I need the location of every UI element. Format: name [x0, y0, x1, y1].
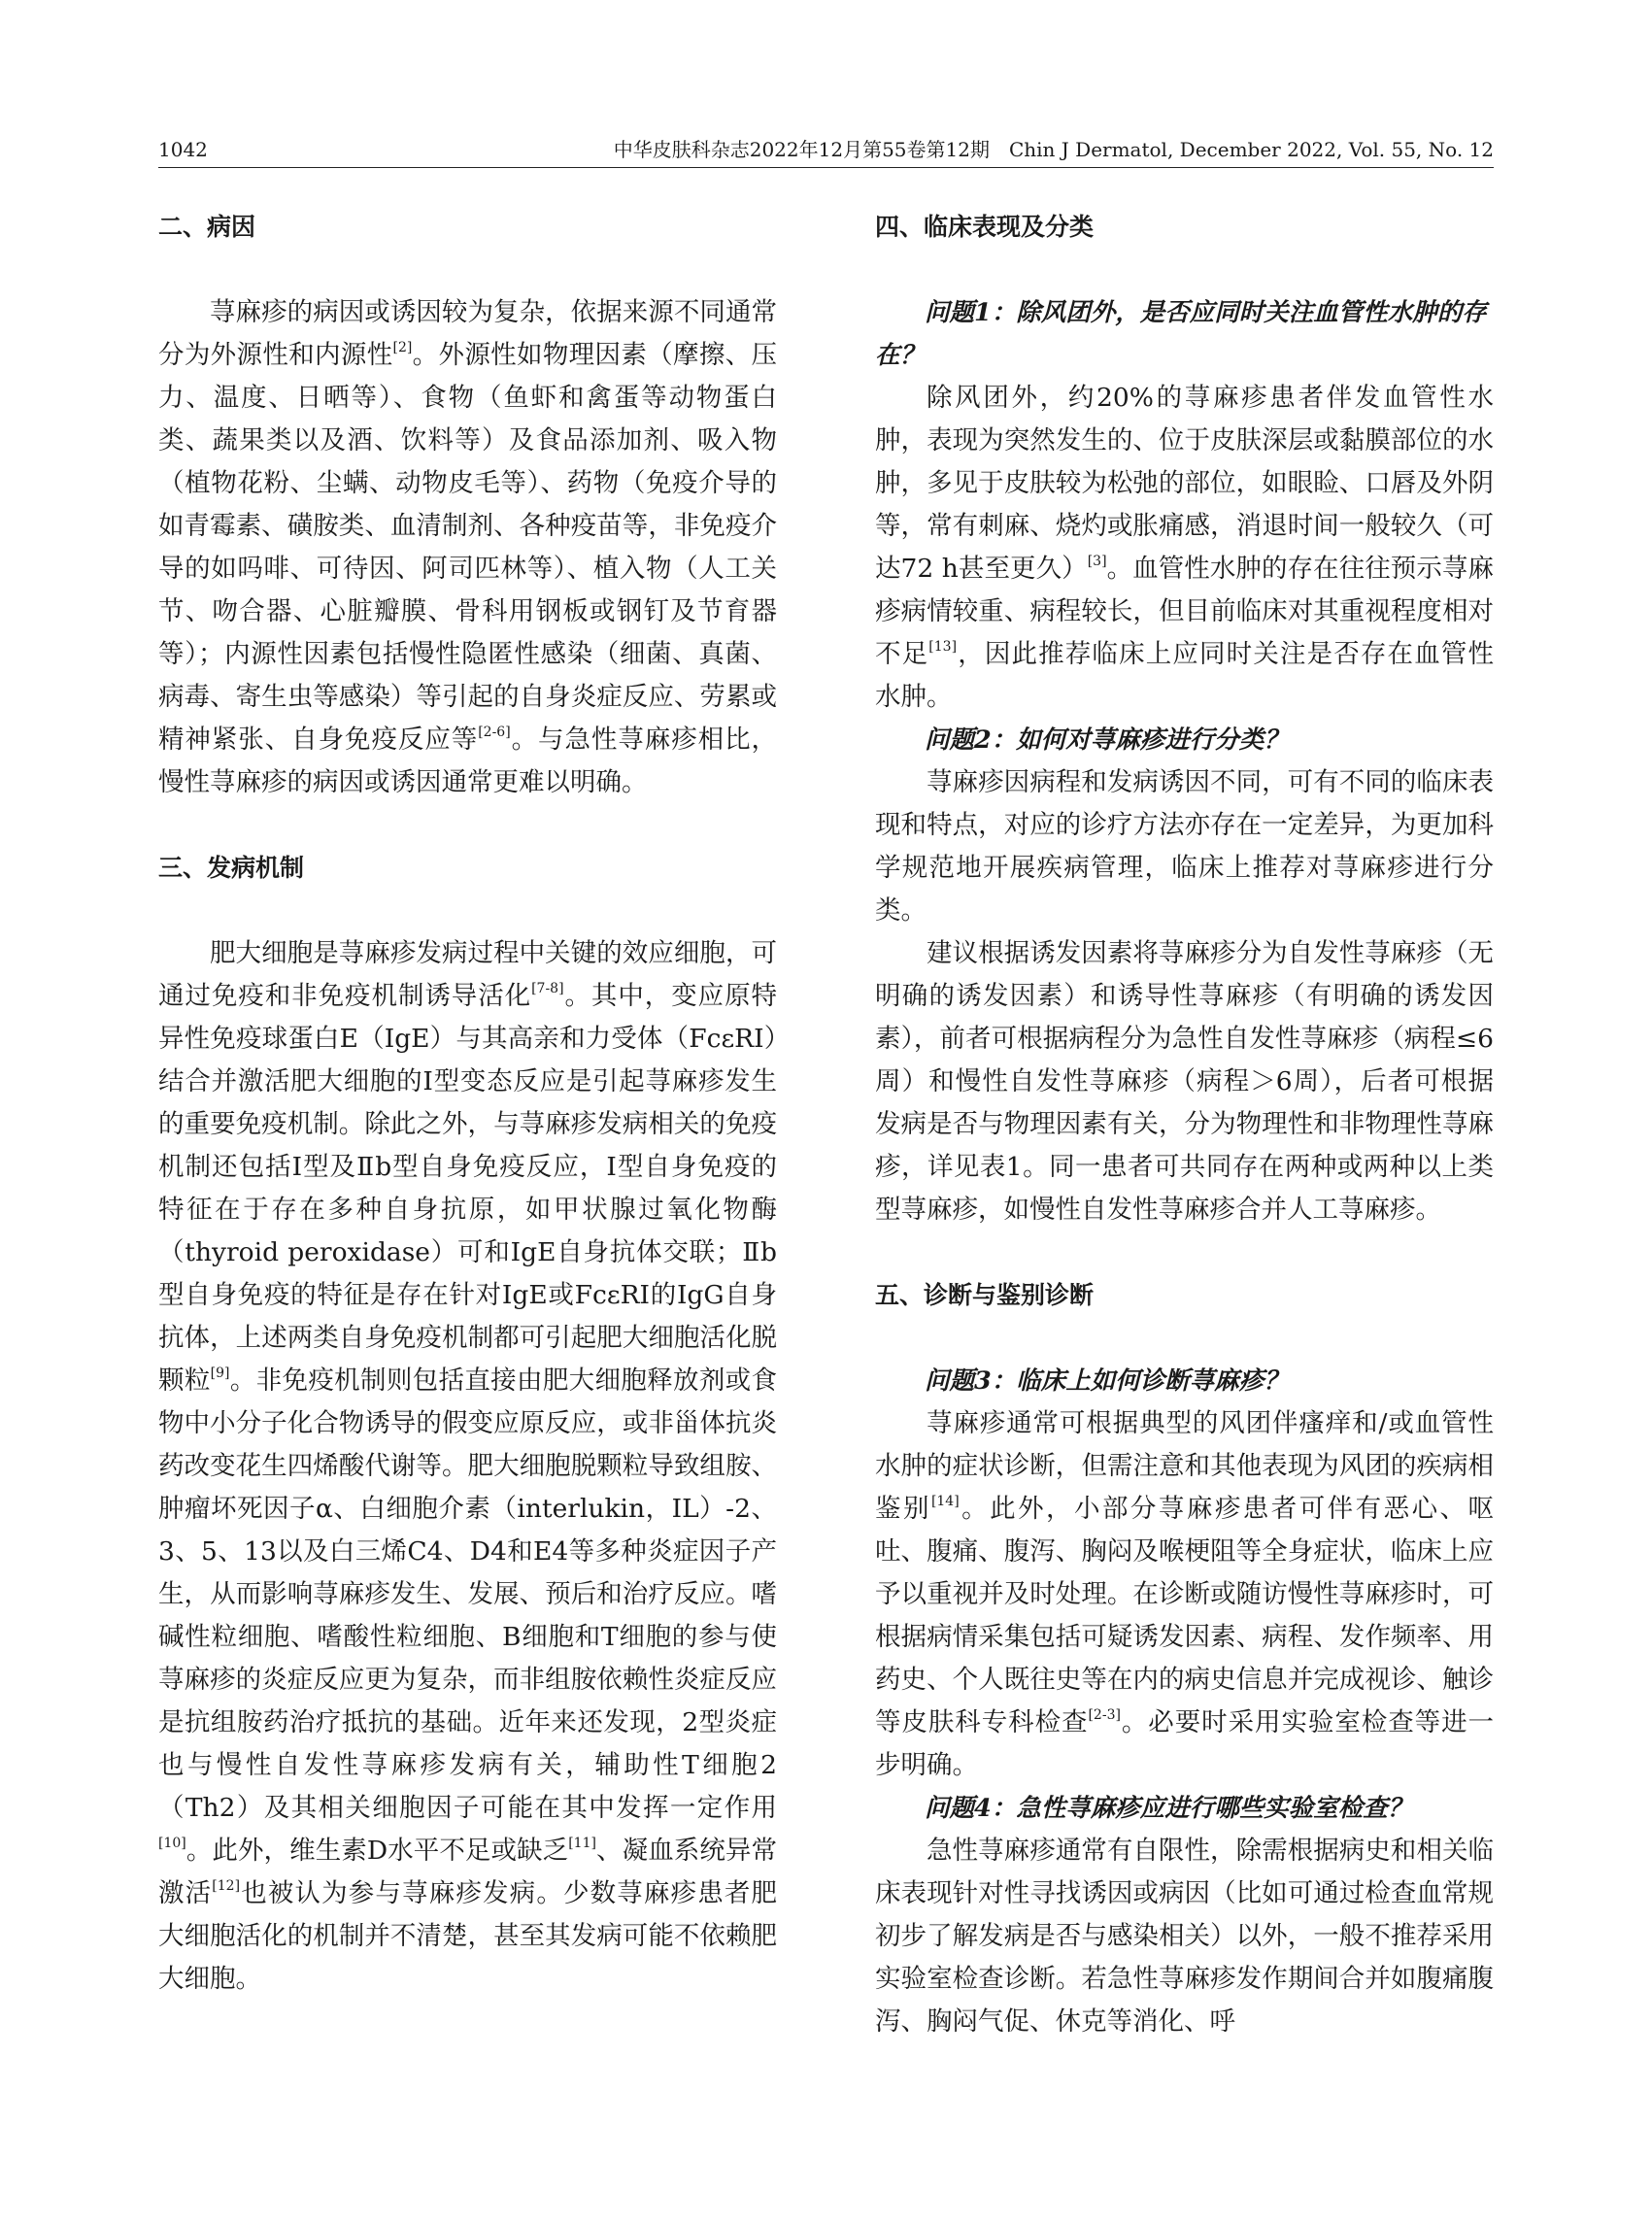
citation: [2] [392, 340, 413, 356]
paragraph-q3: 荨麻疹通常可根据典型的风团伴瘙痒和/或血管性水肿的症状诊断，但需注意和其他表现为风团的疾病相鉴别[14]。此外，小部分荨麻疹患者可伴有恶心、呕吐、腹痛、腹泻、胸闷及喉梗阻等全身症状，临床上应予以重视并及时处理。在诊断或随访慢性荨麻疹时，可根据病情采集包括可疑诱发因素、病程、发作频率、用药史、个人既往史等在内的病史信息并完成视诊、触诊等皮肤科专科检查[2-3]。必要时采用实验室检查等进一步明确。 [875, 1408, 1495, 1780]
section-heading-etiology: 二、病因 [158, 213, 256, 241]
paragraph-q2-1: 荨麻疹因病程和发病诱因不同，可有不同的临床表现和特点，对应的诊疗方法亦存在一定差异，为更加科学规范地开展疾病管理，临床上推荐对荨麻疹进行分类。 [875, 767, 1494, 926]
paragraph-q4: 急性荨麻疹通常有自限性，除需根据病史和相关临床表现针对性寻找诱因或病因（比如可通过检查血常规初步了解发病是否与感染相关）以外，一般不推荐采用实验室检查诊断。若急性荨麻疹发作期间合并如腹痛腹泻、胸闷气促、休克等消化、呼 [875, 1836, 1494, 2037]
citation: [2-3] [1088, 1707, 1121, 1724]
citation: [9] [210, 1365, 230, 1382]
paragraph-pathogenesis: 肥大细胞是荨麻疹发病过程中关键的效应细胞，可通过免疫和非免疫机制诱导活化[7-8]。其中，变应原特异性免疫球蛋白E（IgE）与其高亲和力受体（FcεRI）结合并激活肥大细胞的Ⅰ型变态反应是引起荨麻疹发生的重要免疫机制。除此之外，与荨麻疹发病相关的免疫机制还包括Ⅰ型及Ⅱb型自身免疫反应，Ⅰ型自身免疫的特征在于存在多种自身抗原，如甲状腺过氧化物酶（thyroid peroxidase）可和IgE自身抗体交联；Ⅱb型自身免疫的特征是存在针对IgE或FcεRI的IgG自身抗体，上述两类自身免疫机制都可引起肥大细胞活化脱颗粒[9]。非免疫机制则包括直接由肥大细胞释放剂或食物中小分子化合物诱导的假变应原反应，或非甾体抗炎药改变花生四烯酸代谢等。肥大细胞脱颗粒导致组胺、肿瘤坏死因子α、白细胞介素（interlukin，IL）-2、3、5、13以及白三烯C4、D4和E4等多种炎症因子产生，从而影响荨麻疹发生、发展、预后和治疗反应。嗜碱性粒细胞、嗜酸性粒细胞、B细胞和T细胞的参与使荨麻疹的炎症反应更为复杂，而非组胺依赖性炎症反应是抗组胺药治疗抵抗的基础。近年来还发现，2型炎症也与慢性自发性荨麻疹发病有关，辅助性T细胞2（Th2）及其相关细胞因子可能在其中发挥一定作用[10]。此外，维生素D水平不足或缺乏[11]、凝血系统异常激活[12]也被认为参与荨麻疹发病。少数荨麻疹患者肥大细胞活化的机制并不清楚，甚至其发病可能不依赖肥大细胞。 [158, 938, 778, 1994]
journal-running-title: 中华皮肤科杂志2022年12月第55卷第12期 Chin J Dermatol, December 2022, Vol. 55, No. 12 [613, 138, 1494, 161]
citation: [3] [1087, 554, 1107, 570]
question-heading-4: 问题4：急性荨麻疹应进行哪些实验室检查？ [925, 1794, 1413, 1823]
left-column [158, 206, 777, 2001]
section-heading-pathogenesis: 三、发病机制 [158, 854, 305, 882]
question-heading-2: 问题2：如何对荨麻疹进行分类？ [925, 725, 1289, 755]
citation: [11] [568, 1836, 596, 1852]
paragraph-q1: 除风团外，约20%的荨麻疹患者伴发血管性水肿，表现为突然发生的、位于皮肤深层或黏膜部位的水肿，多见于皮肤较为松弛的部位，如眼睑、口唇及外阴等，常有刺麻、烧灼或胀痛感，消退时间一般较久（可达72 h甚至更久）[3]。血管性水肿的存在往往预示荨麻疹病情较重、病程较长，但目前临床对其重视程度相对不足[13]，因此推荐临床上应同时关注是否存在血管性水肿。 [875, 383, 1495, 712]
section-heading-clinical: 四、临床表现及分类 [875, 213, 1095, 241]
citation: [14] [930, 1494, 960, 1510]
citation: [13] [928, 639, 958, 656]
right-column [875, 206, 1494, 2043]
question-heading-3: 问题3：临床上如何诊断荨麻疹？ [925, 1366, 1289, 1396]
paragraph-q2-2: 建议根据诱发因素将荨麻疹分为自发性荨麻疹（无明确的诱发因素）和诱导性荨麻疹（有明确的诱发因素），前者可根据病程分为急性自发性荨麻疹（病程≤6周）和慢性自发性荨麻疹（病程＞6周），后者可根据发病是否与物理因素有关，分为物理性和非物理性荨麻疹，详见表1。同一患者可共同存在两种或两种以上类型荨麻疹，如慢性自发性荨麻疹合并人工荨麻疹。 [875, 938, 1494, 1225]
citation: [12] [212, 1878, 241, 1895]
paragraph-etiology: 荨麻疹的病因或诱因较为复杂，依据来源不同通常分为外源性和内源性[2]。外源性如物理因素（摩擦、压力、温度、日晒等）、食物（鱼虾和禽蛋等动物蛋白类、蔬果类以及酒、饮料等）及食品添加剂、吸入物（植物花粉、尘螨、动物皮毛等）、药物（免疫介导的如青霉素、磺胺类、血清制剂、各种疫苗等，非免疫介导的如吗啡、可待因、阿司匹林等）、植入物（人工关节、吻合器、心脏瓣膜、骨科用钢板或钢钉及节育器等）；内源性因素包括慢性隐匿性感染（细菌、真菌、病毒、寄生虫等感染）等引起的自身炎症反应、劳累或精神紧张、自身免疫反应等[2-6]。与急性荨麻疹相比，慢性荨麻疹的病因或诱因通常更难以明确。 [158, 297, 778, 797]
page-number: 1042 [158, 138, 208, 161]
running-header [158, 132, 1494, 168]
citation: [7-8] [531, 981, 564, 997]
question-heading-1: 问题1：除风团外，是否应同时关注血管性水肿的存在？ [875, 298, 1487, 370]
citation: [2-6] [478, 725, 511, 741]
section-heading-diagnosis: 五、诊断与鉴别诊断 [875, 1281, 1095, 1309]
citation: [10] [158, 1836, 186, 1852]
